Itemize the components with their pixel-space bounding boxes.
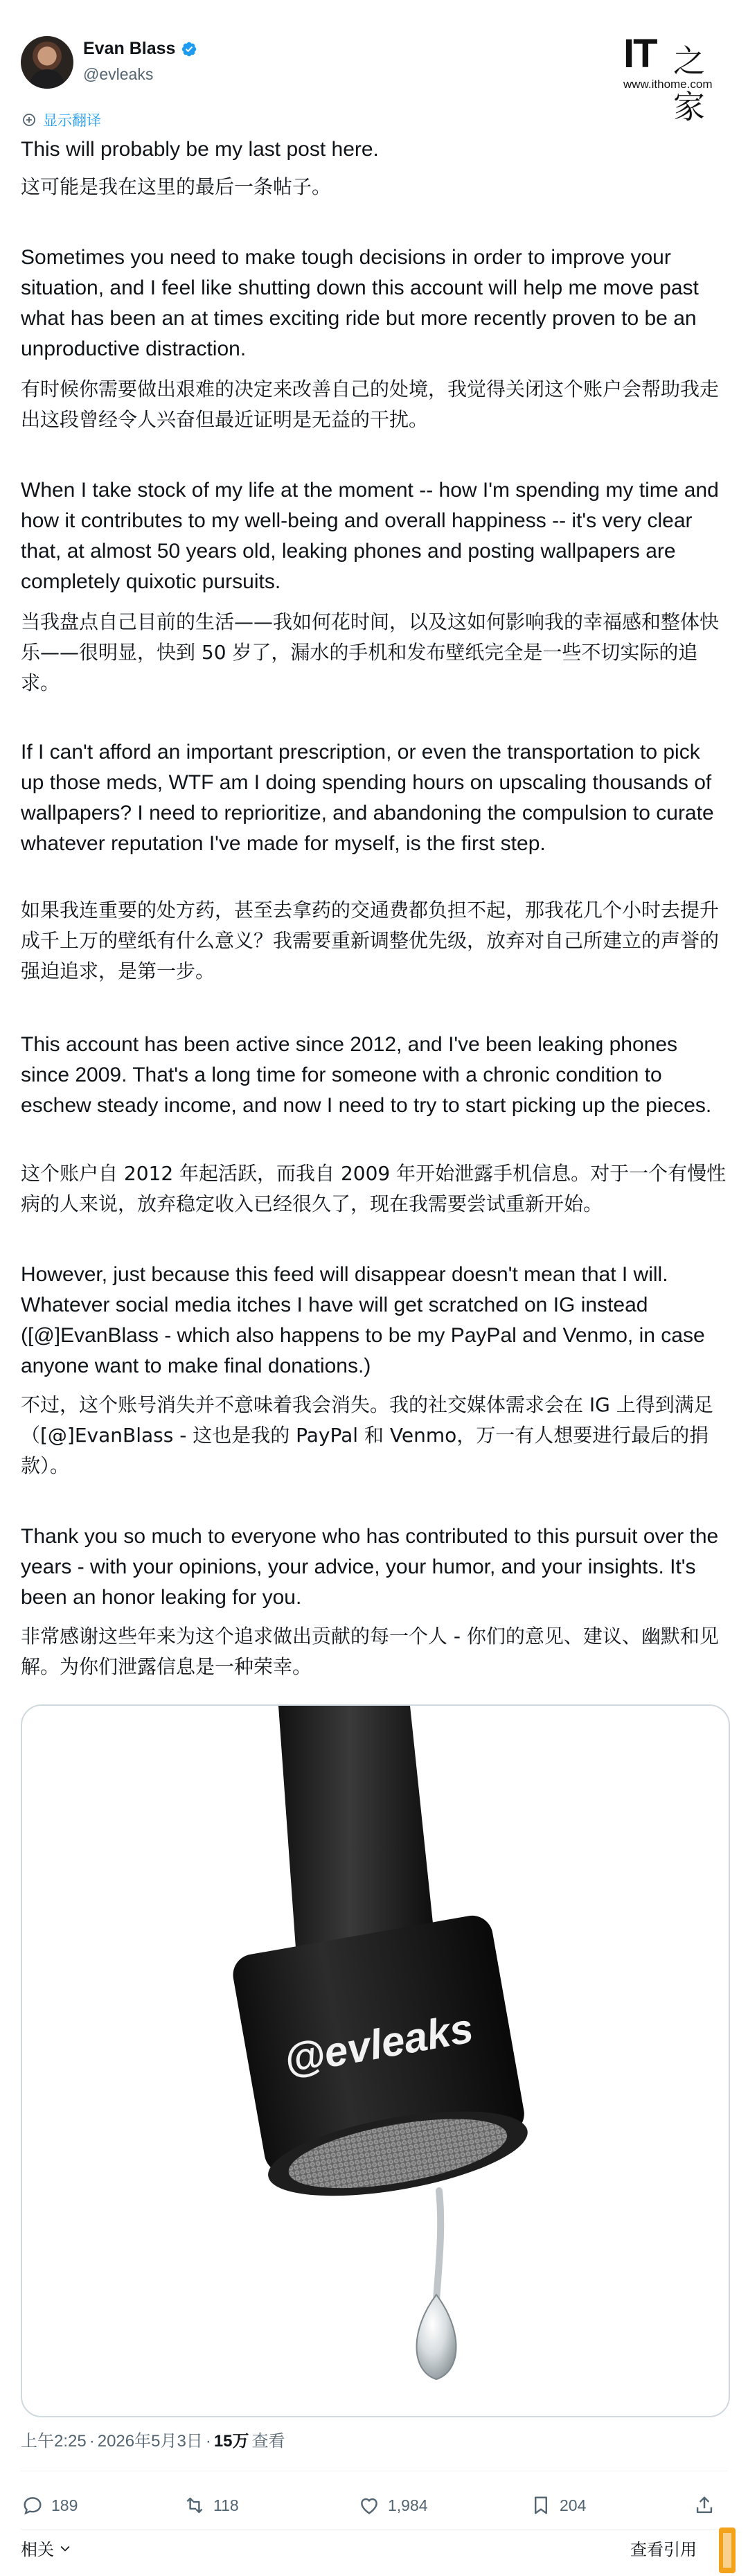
post-date[interactable]: 2026年5月3日 bbox=[97, 2432, 203, 2451]
post-text-en-3: When I take stock of my life at the moment -- how I'm spending my time and how it contributes to my well-being and overall happiness -- it's very clear that, at almost 50 years old, leaking phones and posting wallpapers are completely quixotic pursuits. bbox=[21, 479, 719, 593]
views-label: 查看 bbox=[251, 2432, 285, 2451]
post-text-en-5: This account has been active since 2012, and I've been leaking phones since 2009. That's a long time for someone with a chronic condition to eschew steady income, and now I need to try to start picking up the pieces. bbox=[21, 1033, 712, 1117]
share-icon bbox=[693, 2494, 716, 2517]
brand-url: www.ithome.com bbox=[623, 78, 713, 91]
related-tab[interactable] bbox=[21, 2536, 72, 2560]
heart-icon bbox=[357, 2494, 381, 2517]
author-name-row[interactable] bbox=[83, 39, 197, 59]
corner-logo-icon bbox=[713, 2522, 741, 2576]
chevron-down-icon bbox=[58, 2541, 72, 2555]
like-count: 1,984 bbox=[388, 2496, 428, 2514]
related-label[interactable]: 相关 bbox=[21, 2540, 54, 2559]
post-actions bbox=[21, 2489, 727, 2522]
post-text-en-2: Sometimes you need to make tough decisions in order to improve your situation, and I feel like shutting down this account will help me move past what has been an at times exciting ride but more recently proven to be an unproductive distraction. bbox=[21, 246, 699, 360]
reply-button[interactable] bbox=[21, 2489, 78, 2522]
post-text-cn-4: 如果我连重要的处方药，甚至去拿药的交通费都负担不起，那我花几个小时去提升成千上万的壁纸有什么意义？我需要重新调整优先级，放弃对自己所建立的声誉的强迫追求，是第一步。 bbox=[21, 899, 720, 982]
reply-icon bbox=[21, 2494, 44, 2517]
view-quotes-link[interactable]: 查看引用 bbox=[630, 2540, 697, 2559]
post-text-cn-6: 不过，这个账号消失并不意味着我会消失。我的社交媒体需求会在 IG 上得到满足（[@]EvanBlass - 这也是我的 PayPal 和 Venmo，万一有人想要进行最后的捐款）。 bbox=[21, 1393, 713, 1477]
views-count: 15万 bbox=[213, 2432, 249, 2451]
brand-mark: IT bbox=[623, 31, 657, 76]
post-text-cn-3: 当我盘点自己目前的生活——我如何花时间，以及这如何影响我的幸福感和整体快乐——很明显，快到 50 岁了，漏水的手机和发布壁纸完全是一些不切实际的追求。 bbox=[21, 610, 720, 694]
post-image[interactable] bbox=[21, 1704, 730, 2417]
post-text-cn-7: 非常感谢这些年来为这个追求做出贡献的每一个人 - 你们的意见、建议、幽默和见解。为你们泄露信息是一种荣幸。 bbox=[21, 1625, 719, 1678]
ithome-watermark-logo bbox=[623, 31, 727, 125]
post-time[interactable]: 上午2:25 bbox=[21, 2432, 87, 2451]
translate-label[interactable]: 显示翻译 bbox=[43, 112, 101, 129]
repost-count: 118 bbox=[213, 2496, 239, 2514]
translate-icon bbox=[21, 112, 37, 128]
faucet-logo-text: @evleaks bbox=[280, 2004, 477, 2084]
bookmark-button[interactable] bbox=[529, 2489, 586, 2522]
like-button[interactable] bbox=[357, 2489, 428, 2522]
bookmark-icon bbox=[529, 2494, 553, 2517]
bookmark-count: 204 bbox=[560, 2496, 587, 2514]
verified-badge-icon bbox=[181, 41, 197, 58]
faucet-illustration bbox=[22, 1706, 729, 2416]
post-text-cn-5: 这个账户自 2012 年起活跃，而我自 2009 年开始泄露手机信息。对于一个有慢性病的人来说，放弃稳定收入已经很久了，现在我需要尝试重新开始。 bbox=[21, 1162, 727, 1215]
brand-glyph: 之家 bbox=[673, 42, 705, 125]
post-text-cn-1: 这可能是我在这里的最后一条帖子。 bbox=[21, 175, 332, 198]
post-text-en-7: Thank you so much to everyone who has contributed to this pursuit over the years - with your opinions, your advice, your humor, and your insights. It's been an honor leaking for you. bbox=[21, 1525, 719, 1609]
author-display-name[interactable]: Evan Blass bbox=[83, 39, 176, 58]
water-drop bbox=[417, 2295, 456, 2379]
post-text-cn-2: 有时候你需要做出艰难的决定来改善自己的处境，我觉得关闭这个账户会帮助我走出这段曾经令人兴奋但最近证明是无益的干扰。 bbox=[21, 378, 720, 431]
repost-button[interactable] bbox=[183, 2489, 239, 2522]
divider-bottom bbox=[21, 2529, 727, 2530]
meta-separator-2: · bbox=[205, 2432, 211, 2451]
post-text-en-1: This will probably be my last post here. bbox=[21, 138, 379, 161]
reply-count: 189 bbox=[51, 2496, 78, 2514]
post-text-en-4: If I can't afford an important prescription, or even the transportation to pick up those meds, WTF am I doing spending hours on upscaling thousands of wallpapers? I need to reprioritize, and abandoning the compulsion to curate whatever reputation I've made for myself, is the first step. bbox=[21, 741, 714, 855]
author-handle[interactable]: @evleaks bbox=[83, 65, 154, 83]
translate-button[interactable] bbox=[21, 109, 101, 130]
repost-icon bbox=[183, 2494, 206, 2517]
share-button[interactable] bbox=[693, 2489, 716, 2522]
post-meta bbox=[21, 2427, 285, 2451]
post-text-en-6: However, just because this feed will disappear doesn't mean that I will. Whatever social media itches I have will get scratched on IG instead ([@]EvanBlass - which also happens to be my PayPal and Venmo, in case anyone want to make final donations.) bbox=[21, 1263, 705, 1377]
avatar[interactable] bbox=[21, 36, 73, 89]
meta-separator: · bbox=[89, 2432, 95, 2451]
